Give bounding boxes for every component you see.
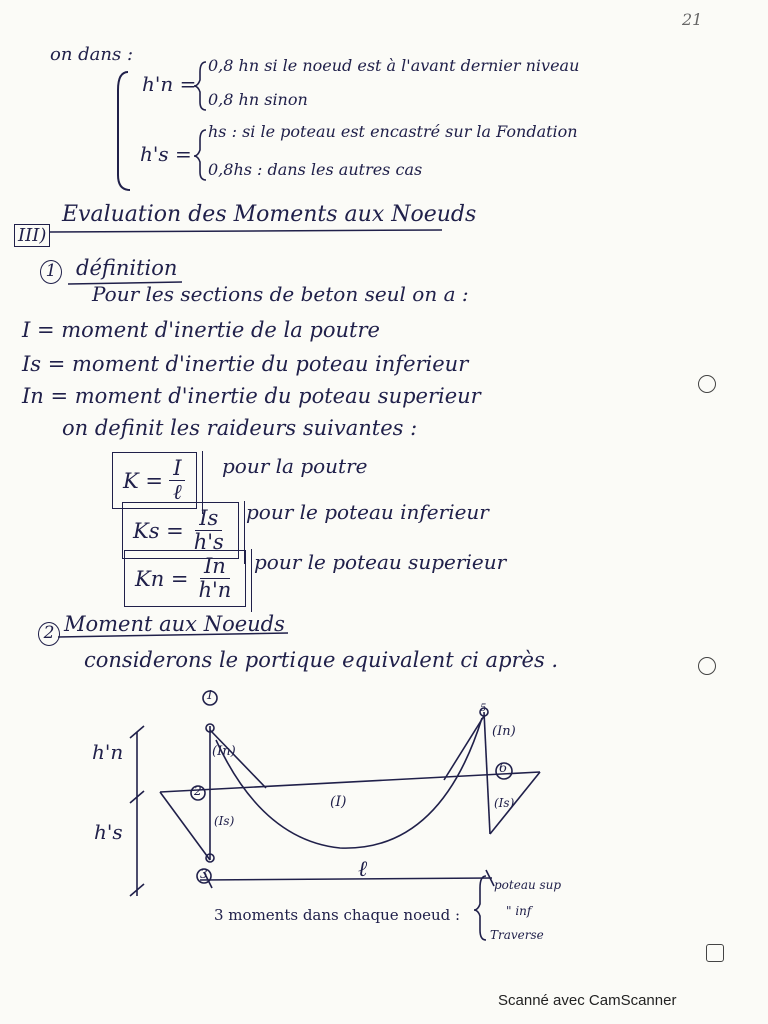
in-left-label: (In) [212,744,236,759]
is-left-label: (Is) [214,814,235,828]
hn-dimension-label: h'n [92,740,124,764]
punch-hole [698,657,716,675]
sub1-intro: Pour les sections de beton seul on a : [92,282,469,306]
node-5: 5 [480,703,487,714]
punch-hole [698,375,716,393]
formula-ks-lhs: Ks = [133,518,184,543]
formula-ks-text: pour le poteau inferieur [246,500,489,524]
node-6: 6 [499,761,508,776]
hn-line-1: 0,8 hn si le noeud est à l'avant dernier niveau [208,56,580,75]
def-moment-poteau-sup: In = moment d'inertie du poteau superieur [22,384,481,408]
intro-text: on dans : [50,44,134,65]
def-moment-poutre: I = moment d'inertie de la poutre [22,318,380,342]
hs-label: h's = [140,142,192,166]
sub1-title: définition [76,256,178,280]
page-number: 21 [682,10,703,29]
node-1: 1 [206,688,214,702]
hs-line-2: 0,8hs : dans les autres cas [208,160,423,179]
brace-item-poteau-sup: poteau sup [494,878,562,892]
section-number: III) [14,224,50,247]
node-3: 3 [200,867,208,881]
formula-kn-lhs: Kn = [135,566,189,591]
sub2-intro: considerons le portique equivalent ci après . [84,648,559,672]
in-right-label: (In) [492,724,516,739]
is-right-label: (Is) [494,796,515,810]
sub2-title: Moment aux Noeuds [64,612,285,636]
formula-kn-num: In [200,555,230,579]
sub2-number: 2 [38,622,60,646]
formula-kn-text: pour le poteau superieur [254,550,507,574]
formula-ks-num: Is [195,507,222,531]
hs-line-1: hs : si le poteau est encastré sur la Fondation [208,122,578,141]
formula-ks-den: h's [193,530,224,555]
formula-k-den: ℓ [172,480,182,505]
brace-item-poteau-inf: " inf [506,904,532,918]
sub1-number: 1 [40,260,62,284]
formula-k-text: pour la poutre [222,454,368,478]
span-label: ℓ [358,857,368,882]
hn-label: h'n = [142,72,197,96]
section-title: Evaluation des Moments aux Noeuds [62,202,477,227]
beam-inertia-label: (I) [330,794,347,810]
hs-dimension-label: h's [94,820,123,844]
hn-line-2: 0,8 hn sinon [208,90,308,109]
scanner-footer: Scanné avec CamScanner [498,992,677,1009]
brace-item-traverse: Traverse [490,928,544,942]
node-2: 2 [194,784,202,798]
formula-kn-den: h'n [198,578,232,603]
def-moment-poteau-inf: Is = moment d'inertie du poteau inferieur [22,352,469,376]
stiffness-intro: on definit les raideurs suivantes : [62,416,418,440]
conclusion-text: 3 moments dans chaque noeud : [214,906,461,924]
punch-hole [706,944,724,962]
formula-k-num: I [169,457,185,481]
formula-k-lhs: K = [123,468,163,493]
